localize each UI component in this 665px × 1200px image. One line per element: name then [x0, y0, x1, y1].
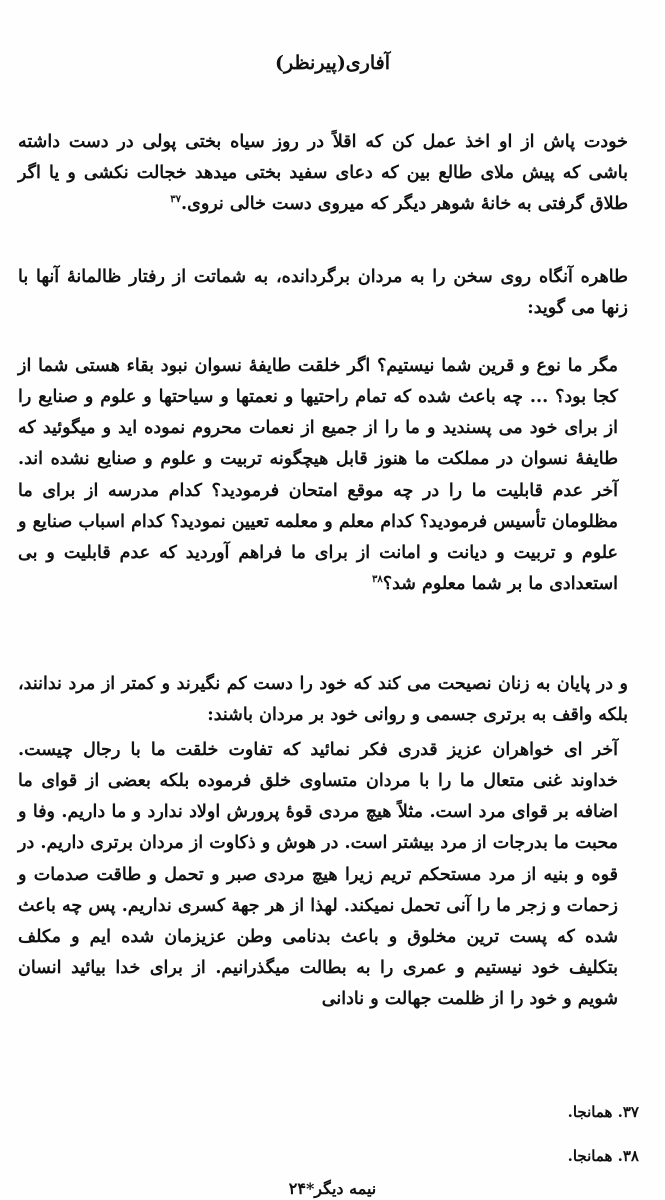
- page-title: آفاری(پیرنظر): [274, 52, 391, 74]
- quote-2: [18, 735, 618, 1015]
- page-footer: نیمه دیگر*۲۴: [288, 1179, 377, 1198]
- paragraph-2: [18, 262, 628, 324]
- footnote-37: ۳۷. همانجا.: [567, 1103, 639, 1121]
- quote-1: [18, 351, 618, 600]
- paragraph-1-text: خودت پاش از او اخذ عمل کن که اقلاً در روز سیاه بختی پولی در دست داشته باشی که پیش ملای طالع بین که دعای سفید بختی میدهد خجالت نکشی و یا اگر طلاق گرفتی به خانهٔ شوهر دیگر که میروی دست خالی نروی.: [18, 132, 628, 215]
- footnote-ref-38: ۳۸: [372, 574, 383, 586]
- paragraph-1: [18, 127, 628, 220]
- paragraph-3: [18, 669, 628, 731]
- quote-1-text: مگر ما نوع و قرین شما نیستیم؟ اگر خلقت طایفهٔ نسوان نبود بقاء هستی شما از کجا بود؟ ... چه باعث شده که تمام راحتیها و نعمتها و سیاحتها و علوم و صنایع را از برای خود می پسندید و ما را از جمیع از نعمات محروم نموده اید و میگوئید که طایفهٔ نسوان در مملکت ما هنوز قابل هیچگونه تربیت و علوم و صنایع نشده اند. آخر عدم قابلیت ما را در چه موقع امتحان فرمودید؟ کدام مدرسه از برای ما مظلومان تأسیس فرمودید؟ کدام معلم و معلمه تعیین نمودید؟ کدام اسباب صنایع و علوم و تربیت و دیانت و امانت از برای ما فراهم آوردید که عدم قابلیت و بی استعدادی ما بر شما معلوم شد؟: [18, 356, 618, 594]
- paragraph-2-text: طاهره آنگاه روی سخن را به مردان برگردانده، به شماتت از رفتار ظالمانهٔ آنها با زنها می گوید:: [18, 267, 628, 319]
- footnote-ref-37: ۳۷: [170, 194, 182, 206]
- paragraph-3-text: و در پایان به زنان نصیحت می کند که خود را دست کم نگیرند و کمتر از مرد ندانند، بلکه واقف به برتری جسمی و روانی خود بر مردان باشند:: [18, 674, 628, 726]
- footnote-38: ۳۸. همانجا.: [567, 1147, 639, 1165]
- quote-2-text: آخر ای خواهران عزیز قدری فکر نمائید که تفاوت خلقت ما با رجال چیست. خداوند غنی متعال ما را با مردان متساوی خلق فرموده بلکه بعضی از قوای ما اضافه بر قوای مرد است. مثلاً هیچ مردی قوهٔ پرورش اولاد ندارد و ما داریم. وفا و محبت ما بدرجات از مرد بیشتر است. در هوش و ذکاوت از مردان برتری داریم. در قوه و بنیه از مرد مستحکم تریم زیرا هیچ مردی صبر و تحمل و طاقت صدمات و زحمات و زجر ما را آنی تحمل نمیکند. لهذا از هر جهة کسری نداریم. پس چه باعث شده که پست ترین مخلوق و باعث بدنامی وطن عزیزمان شده ایم و مکلف بتکلیف خود نیستیم و عمری را به بطالت میگذرانیم. از برای خدا بیائید انسان شویم و خود را از ظلمت جهالت و نادانی: [18, 740, 618, 1010]
